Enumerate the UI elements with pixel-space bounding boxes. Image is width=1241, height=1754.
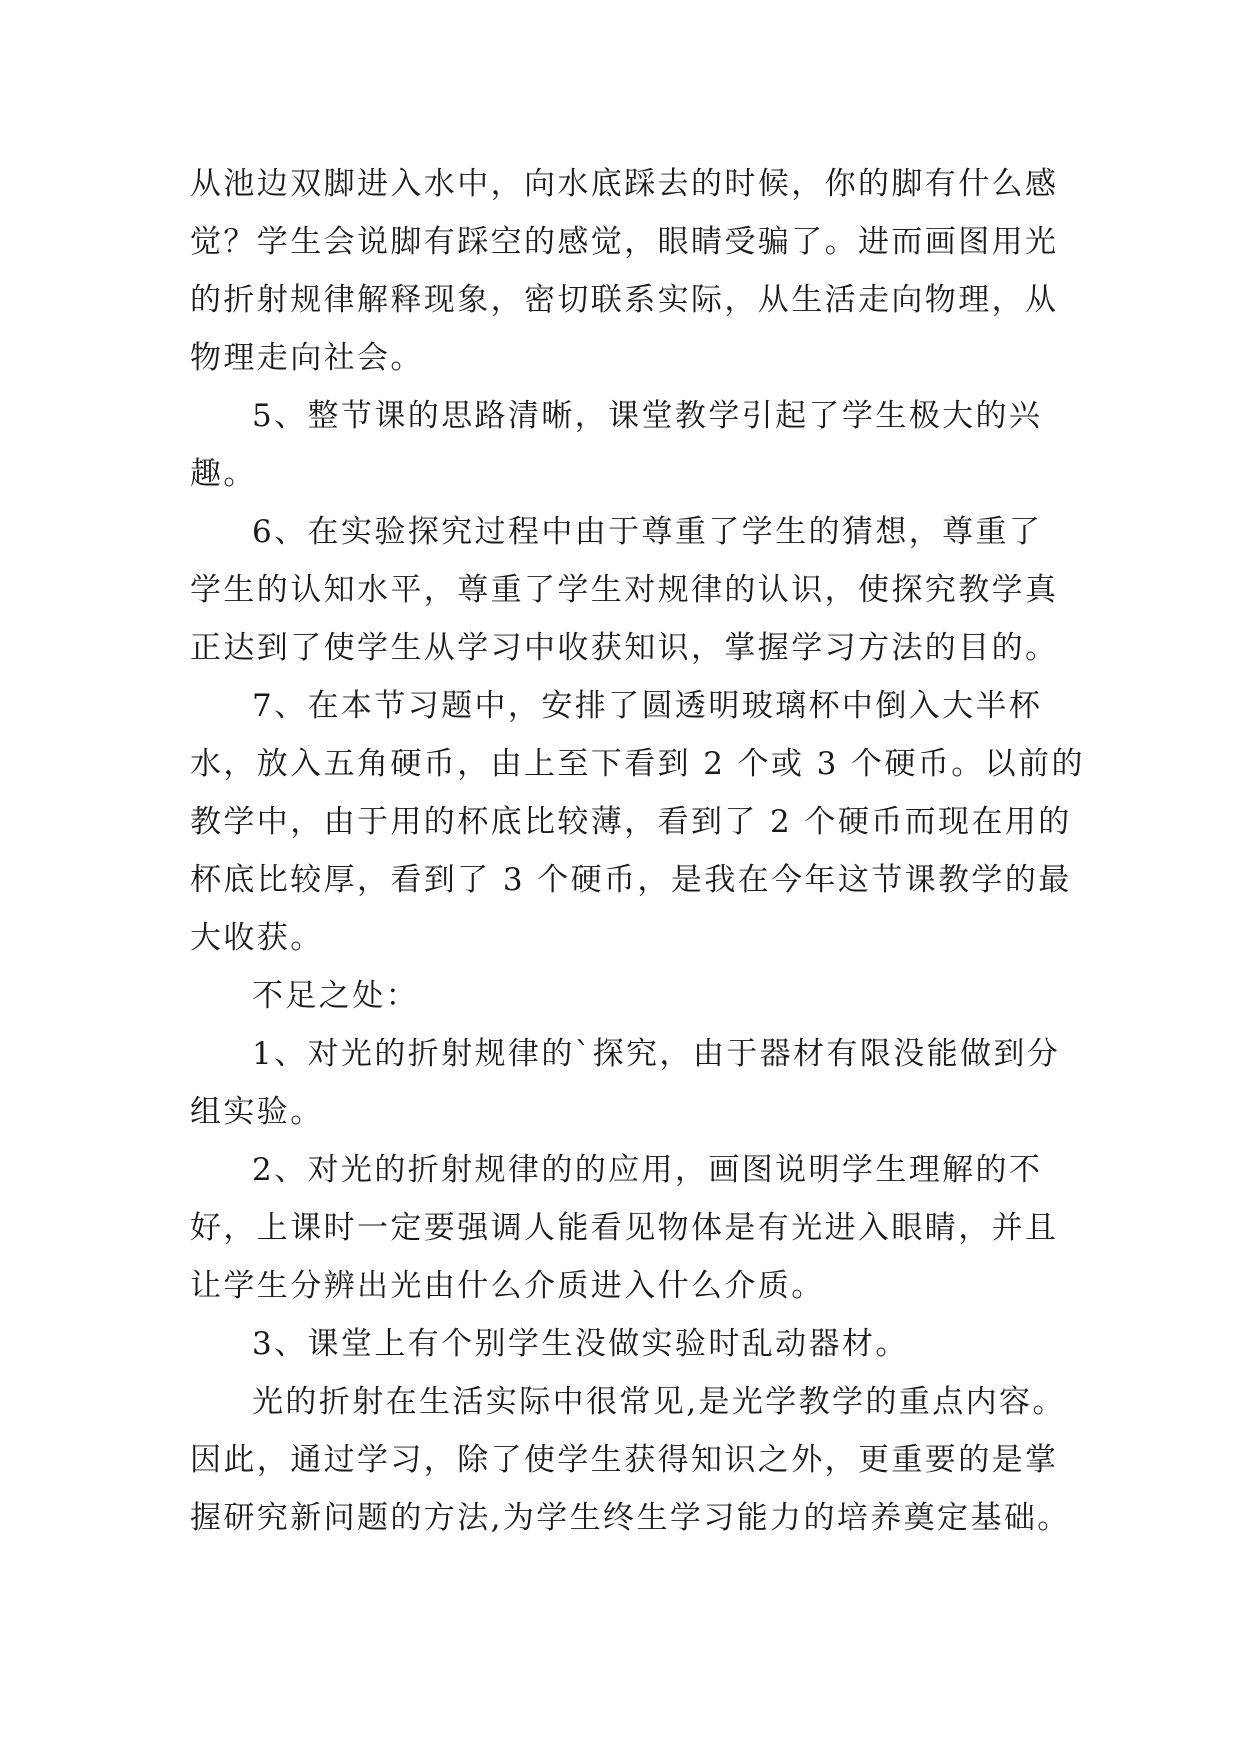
conclusion-paragraph: 光的折射在生活实际中很常见,是光学教学的重点内容。	[252, 1384, 1066, 1420]
body-text-line: 好，上课时一定要强调人能看见物体是有光进入眼睛，并且	[190, 1210, 1059, 1246]
body-text-line: 教学中，由于用的杯底比较薄，看到了 2 个硬币而现在用的	[190, 804, 1072, 840]
shortcoming-point-2: 2、对光的折射规律的的应用，画图说明学生理解的不	[252, 1152, 1043, 1188]
body-text-line: 物理走向社会。	[190, 340, 424, 376]
body-text-line: 杯底比较厚，看到了 3 个硬币，是我在今年这节课教学的最	[190, 862, 1072, 898]
body-text-line: 握研究新问题的方法,为学生终生学习能力的培养奠定基础。	[190, 1500, 1071, 1536]
paragraph-point-5: 5、整节课的思路清晰，课堂教学引起了学生极大的兴	[252, 398, 1043, 434]
body-text-line: 从池边双脚进入水中，向水底踩去的时候，你的脚有什么感	[190, 166, 1059, 202]
body-text-line: 组实验。	[190, 1094, 324, 1130]
body-text-line: 觉？学生会说脚有踩空的感觉，眼睛受骗了。进而画图用光	[190, 224, 1059, 260]
body-text-line: 趣。	[190, 456, 257, 492]
shortcoming-point-3: 3、课堂上有个别学生没做实验时乱动器材。	[252, 1326, 909, 1362]
body-text-line: 学生的认知水平，尊重了学生对规律的认识，使探究教学真	[190, 572, 1059, 608]
paragraph-point-6: 6、在实验探究过程中由于尊重了学生的猜想，尊重了	[252, 514, 1043, 550]
body-text-line: 正达到了使学生从学习中收获知识，掌握学习方法的目的。	[190, 630, 1059, 666]
shortcoming-point-1: 1、对光的折射规律的`探究，由于器材有限没能做到分	[252, 1036, 1061, 1072]
section-heading-shortcomings: 不足之处：	[252, 978, 419, 1014]
body-text-line: 因此，通过学习，除了使学生获得知识之外，更重要的是掌	[190, 1442, 1059, 1478]
body-text-line: 让学生分辨出光由什么介质进入什么介质。	[190, 1268, 825, 1304]
body-text-line: 的折射规律解释现象，密切联系实际，从生活走向物理，从	[190, 282, 1059, 318]
body-text-line: 水，放入五角硬币，由上至下看到 2 个或 3 个硬币。以前的	[190, 746, 1085, 782]
paragraph-point-7: 7、在本节习题中，安排了圆透明玻璃杯中倒入大半杯	[252, 688, 1043, 724]
body-text-line: 大收获。	[190, 920, 324, 956]
